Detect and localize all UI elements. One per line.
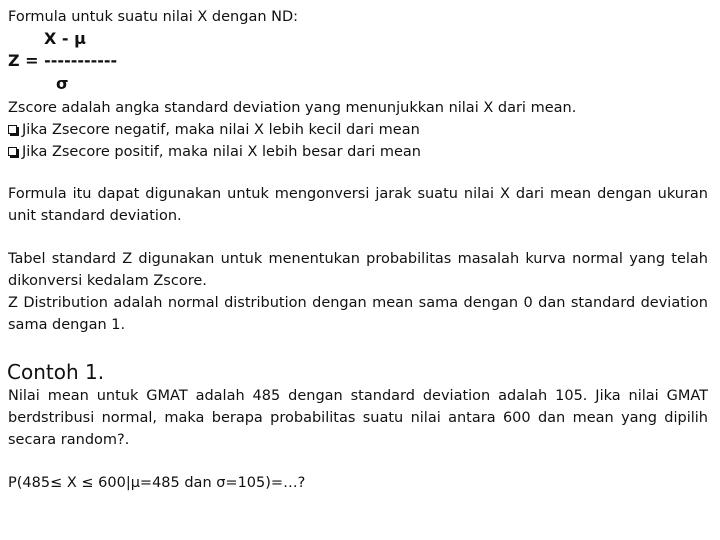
para2-line1: Tabel standard Z digunakan untuk menentukan probabilitas masalah kurva normal yang telah <box>8 251 708 267</box>
example-line2: berdstribusi normal, maka berapa probabilitas suatu nilai antara 600 dan mean yang dipilih <box>8 410 708 426</box>
example-line1: Nilai mean untuk GMAT adalah 485 dengan standard deviation adalah 105. Jika nilai GMAT <box>8 388 708 404</box>
formula-lhs: Z = ----------- <box>8 51 118 70</box>
paragraph-ztable <box>8 248 708 336</box>
formula-numerator: X - µ <box>44 29 86 48</box>
bullet-positive <box>8 143 421 161</box>
checkbox-bullet-icon <box>8 125 17 134</box>
example-body <box>8 385 708 451</box>
bullet-negative-text: Jika Zsecore negatif, maka nilai X lebih kecil dari mean <box>22 122 420 138</box>
example-heading: Contoh 1. <box>7 360 105 384</box>
paragraph-conversion <box>8 183 708 227</box>
formula-intro: Formula untuk suatu nilai X dengan ND: <box>8 9 299 25</box>
para1-line1: Formula itu dapat digunakan untuk mengonversi jarak suatu nilai X dari mean dengan ukuran <box>8 186 708 202</box>
example-question: P(485≤ X ≤ 600|µ=485 dan σ=105)=…? <box>8 475 306 491</box>
para2-line3: Z Distribution adalah normal distribution dengan mean sama dengan 0 dan standard deviation <box>8 295 708 311</box>
example-line3: secara random?. <box>8 432 130 448</box>
bullet-positive-text: Jika Zsecore positif, maka nilai X lebih besar dari mean <box>22 144 421 160</box>
para1-line2: unit standard deviation. <box>8 208 182 224</box>
checkbox-bullet-icon <box>8 147 17 156</box>
formula-denominator: σ <box>56 74 69 93</box>
bullet-negative <box>8 121 420 139</box>
para2-line2: dikonversi kedalam Zscore. <box>8 273 207 289</box>
para2-line4: sama dengan 1. <box>8 317 126 333</box>
zscore-definition: Zscore adalah angka standard deviation yang menunjukkan nilai X dari mean. <box>8 100 577 116</box>
